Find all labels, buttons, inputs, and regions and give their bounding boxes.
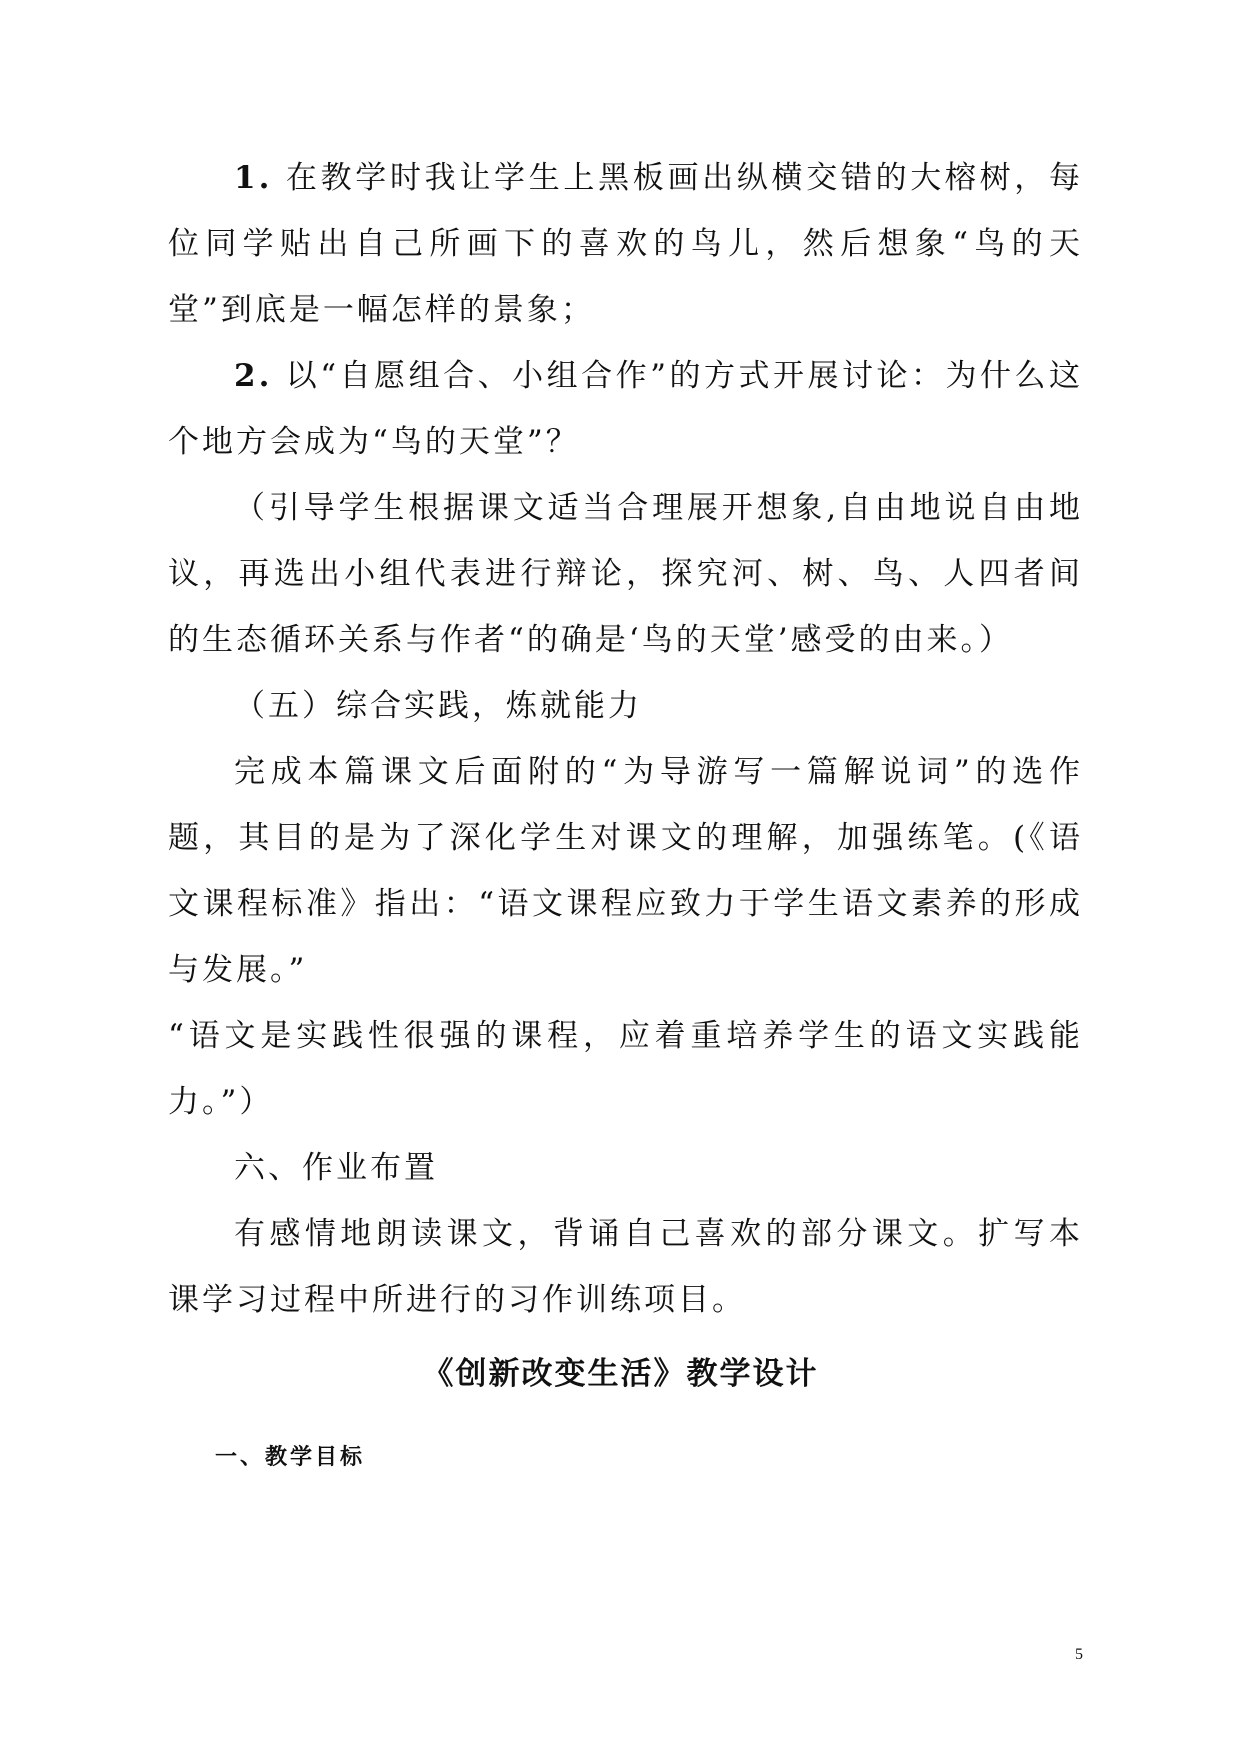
subsection-heading-5: （五）综合实践，炼就能力 — [234, 688, 642, 724]
item-text-2: 以“自愿组合、小组合作”的方式开展讨论：为什么这个地方会成为“鸟的天堂”？ — [168, 358, 1083, 460]
paragraph-practice: 完成本篇课文后面附的“为导游写一篇解说词”的选作题，其目的是为了深化学生对课文的理解，加强练笔。(《语文课程标准》指出：“语文课程应致力于学生语文素养的形成与发展。” — [168, 754, 1083, 988]
paragraph-quote: “语文是实践性很强的课程，应着重培养学生的语文实践能力。”） — [168, 1018, 1083, 1120]
page-number: 5 — [1075, 1646, 1083, 1663]
body-content — [168, 145, 1083, 1333]
item-number-2: 2. — [234, 358, 273, 394]
item-text-1: 在教学时我让学生上黑板画出纵横交错的大榕树，每位同学贴出自己所画下的喜欢的鸟儿，然后想象“鸟的天堂”到底是一幅怎样的景象； — [168, 160, 1083, 328]
item-number-1: 1. — [234, 160, 273, 196]
page-title: 《创新改变生活》教学设计 — [422, 1356, 819, 1392]
paragraph-item-2 — [168, 343, 1083, 475]
section-heading-objectives: 一、教学目标 — [215, 1444, 366, 1470]
paragraph-guidance: （引导学生根据课文适当合理展开想象,自由地说自由地议，再选出小组代表进行辩论，探究河、树、鸟、人四者间的生态循环关系与作者“的确是‘鸟的天堂’感受的由来。） — [168, 490, 1083, 658]
paragraph-homework: 有感情地朗读课文，背诵自己喜欢的部分课文。扩写本课学习过程中所进行的习作训练项目。 — [168, 1216, 1083, 1318]
paragraph-item-1 — [168, 145, 1083, 343]
section-heading-6: 六、作业布置 — [234, 1150, 438, 1186]
